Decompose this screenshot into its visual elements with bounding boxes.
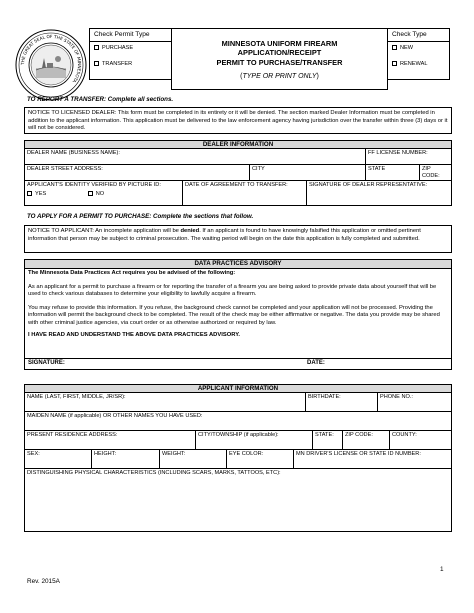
applicant-notice: NOTICE TO APPLICANT: An incomplete application will be denied. If an applicant is found to have knowingly falsified this application or omitted pertinent information that person may be subject to criminal prosecution. The waiting period will begin on the date this application is fully completed and submitted. — [24, 225, 452, 253]
transfer-checkbox[interactable] — [94, 61, 99, 66]
birthdate-field[interactable]: BIRTHDATE: — [305, 393, 377, 411]
title-line-1: MINNESOTA UNIFORM FIREARM — [221, 39, 338, 48]
dealer-name-field[interactable]: DEALER NAME (BUSINESS NAME): — [27, 150, 120, 156]
dealer-row-1 — [24, 149, 452, 165]
phone-field[interactable]: PHONE NO.: — [377, 393, 451, 411]
purchase-checkbox[interactable] — [94, 45, 99, 50]
weight-field[interactable]: WEIGHT: — [159, 450, 226, 468]
advisory-acknowledge: I HAVE READ AND UNDERSTAND THE ABOVE DATA PRACTICES ADVISORY. — [28, 332, 241, 339]
purchase-option[interactable]: PURCHASE — [90, 42, 171, 55]
advisory-para-2: You may refuse to provide this information. If you refuse, the background check cannot be completed and your application will not be processed. Providing the information will permit the background check to be completed. The result of the check may be either affirmative or negative. The data you provide may be shared with other criminal justice agencies, via court order or as otherwise authorized or required by law. — [28, 304, 440, 326]
applicant-row-1 — [24, 393, 452, 412]
applicant-row-2 — [24, 412, 452, 431]
distinguishing-characteristics-field[interactable]: DISTINGUISHING PHYSICAL CHARACTERISTICS (INCLUDING SCARS, MARKS, TATTOOS, ETC): — [27, 470, 281, 476]
applicant-city-field[interactable]: CITY/TOWNSHIP (if applicable): — [195, 431, 312, 449]
applicant-info-heading: APPLICANT INFORMATION — [24, 384, 452, 393]
check-type-label: Check Type — [388, 29, 449, 42]
dealer-street-field[interactable]: DEALER STREET ADDRESS: — [27, 166, 103, 172]
advisory-box — [24, 259, 452, 370]
dealer-info-heading: DEALER INFORMATION — [24, 140, 452, 149]
dealer-row-3 — [24, 181, 452, 206]
sex-field[interactable]: SEX: — [27, 451, 40, 457]
identity-no-checkbox[interactable] — [88, 191, 93, 196]
dealer-zip-field[interactable]: ZIP CODE: — [419, 165, 451, 180]
type-or-print: (TYPE OR PRINT ONLY) — [240, 72, 319, 80]
advisory-signature-field[interactable]: SIGNATURE: — [28, 360, 65, 366]
seal-text: THE GREAT SEAL OF THE STATE OF MINNESOTA — [20, 34, 82, 84]
applicant-row-5 — [24, 469, 452, 532]
residence-address-field[interactable]: PRESENT RESIDENCE ADDRESS: — [27, 432, 118, 438]
advisory-heading: DATA PRACTICES ADVISORY — [25, 260, 451, 269]
applicant-row-3 — [24, 431, 452, 450]
revision-label: Rev. 2015A — [27, 578, 60, 585]
eye-color-field[interactable]: EYE COLOR: — [226, 450, 293, 468]
applicant-zip-field[interactable]: ZIP CODE: — [342, 431, 389, 449]
renewal-option[interactable]: RENEWAL — [388, 55, 449, 68]
mn-license-field[interactable]: MN DRIVER'S LICENSE OR STATE ID NUMBER: — [293, 450, 451, 468]
identity-yes-option[interactable]: YES — [27, 191, 46, 197]
applicant-name-field[interactable]: NAME (LAST, FIRST, MIDDLE, JR/SR): — [27, 394, 126, 400]
identity-yes-checkbox[interactable] — [27, 191, 32, 196]
dealer-city-field[interactable]: CITY — [249, 165, 365, 180]
title-line-2: APPLICATION/RECEIPT — [237, 48, 322, 58]
applicant-state-field[interactable]: STATE: — [312, 431, 342, 449]
check-permit-type-box — [89, 28, 172, 80]
dealer-row-2 — [24, 165, 452, 181]
check-type-box — [387, 28, 450, 80]
form-title-box — [171, 28, 388, 90]
dealer-signature-field[interactable]: SIGNATURE OF DEALER REPRESENTATIVE: — [306, 181, 451, 205]
new-checkbox[interactable] — [392, 45, 397, 50]
page-number: 1 — [440, 566, 444, 573]
advisory-intro: The Minnesota Data Practices Act requires you be advised of the following: — [28, 270, 236, 276]
transfer-option[interactable]: TRANSFER — [90, 55, 171, 68]
seal-icon — [14, 28, 88, 102]
county-field[interactable]: COUNTY: — [389, 431, 451, 449]
dealer-state-field[interactable]: STATE — [365, 165, 419, 180]
advisory-para-1: As an applicant for a permit to purchase a firearm or for reporting the transfer of a firearm you are being asked to provide private data about yourself that will be used to check various databases to determine your eligibility to lawfully acquire a firearm. — [28, 283, 437, 298]
ff-license-field[interactable]: FF LICENSE NUMBER: — [365, 149, 451, 164]
date-agreement-field[interactable]: DATE OF AGREEMENT TO TRANSFER: — [182, 181, 306, 205]
new-option[interactable]: NEW — [388, 42, 449, 55]
purchase-instruction: TO APPLY FOR A PERMIT TO PURCHASE: Complete the sections that follow. — [27, 213, 254, 220]
transfer-instruction: TO REPORT A TRANSFER: Complete all sections. — [27, 96, 174, 103]
height-field[interactable]: HEIGHT: — [91, 450, 159, 468]
maiden-name-field[interactable]: MAIDEN NAME (if applicable) OR OTHER NAMES YOU HAVE USED: — [27, 413, 203, 419]
advisory-date-field[interactable]: DATE: — [307, 360, 325, 366]
renewal-checkbox[interactable] — [392, 61, 397, 66]
dealer-notice: NOTICE TO LICENSED DEALER: This form must be completed in its entirety or it will be denied. The section marked Dealer Information must be completed in addition to the applicant information. This application must be delivered to the law enforcement agency having jurisdiction over the transfer within three (3) days or it will not be considered. — [24, 107, 452, 134]
check-permit-type-label: Check Permit Type — [90, 29, 171, 42]
state-seal — [14, 28, 88, 102]
applicant-row-4 — [24, 450, 452, 469]
identity-verified-field: APPLICANT'S IDENTITY VERIFIED BY PICTURE ID: YES NO — [27, 182, 161, 197]
title-line-3: PERMIT TO PURCHASE/TRANSFER — [216, 57, 343, 67]
identity-no-option[interactable]: NO — [88, 191, 104, 197]
